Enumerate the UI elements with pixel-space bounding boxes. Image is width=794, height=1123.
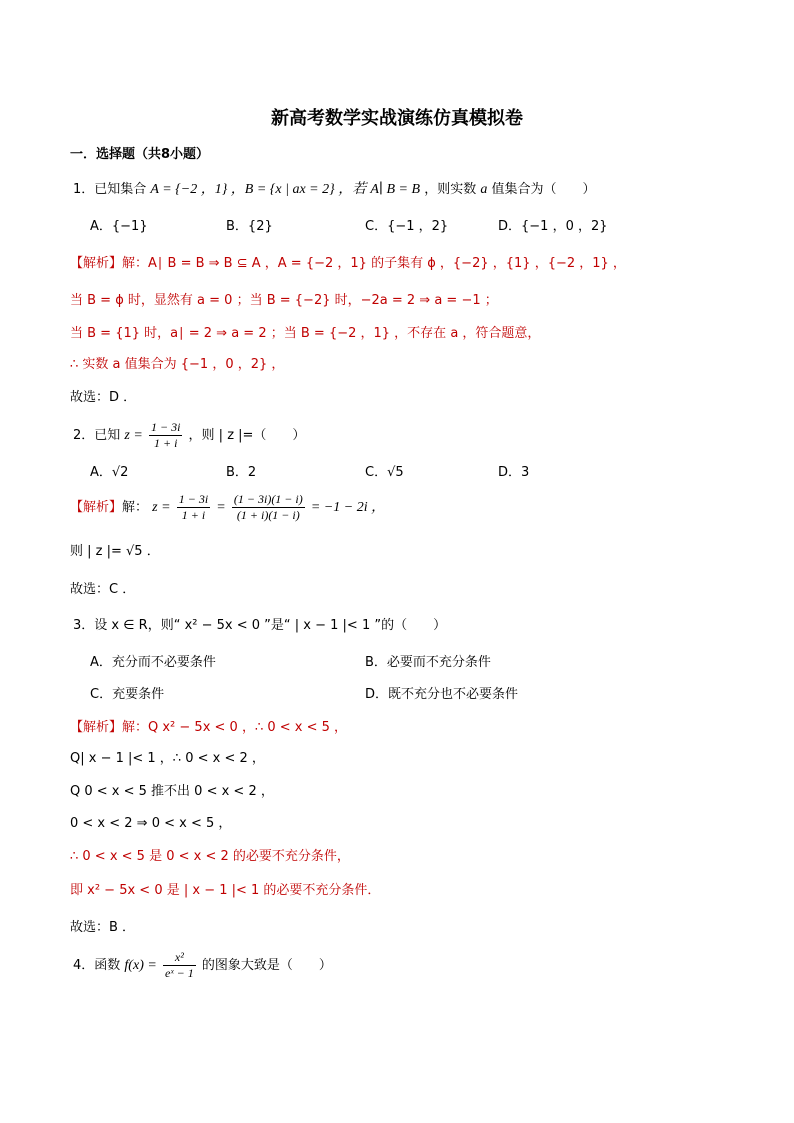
q3-option-a: A．充分而不必要条件 xyxy=(90,655,216,670)
q1-stem-sets: A = {−2 ，1} ，B = {x | ax = 2} ，若 xyxy=(150,182,367,197)
q1-solution-line-3: 当 B = {1} 时，a∣ = 2 ⇒ a = 2 ；当 B = {−2 ，1} ，不存在 a ，符合题意， xyxy=(70,326,541,341)
q2-solution-fraction-2-denominator: (1 + i)(1 − i) xyxy=(236,508,300,522)
q1-stem-cond: A∣ B = B xyxy=(370,182,421,197)
q3-option-d: D．既不充分也不必要条件 xyxy=(365,687,519,702)
q2-option-a: A．√2 xyxy=(90,465,129,480)
q4-stem-a: 4．函数 xyxy=(73,958,121,973)
q3-solution-line-6: 即 x² − 5x < 0 是 | x − 1 |< 1 的必要不充分条件． xyxy=(70,883,381,898)
q2-solution-jie: 解： xyxy=(122,500,149,515)
q2-answer: 故选：C ． xyxy=(70,582,136,597)
q1-option-b: B．{2} xyxy=(226,219,273,234)
q2-fraction xyxy=(149,420,182,451)
q1-stem-d: ，则实数 xyxy=(424,182,477,197)
q4-fraction-numerator: x² xyxy=(163,950,196,966)
q1-option-a: A．{−1} xyxy=(90,219,148,234)
q1-stem-f: 值集合为（ ） xyxy=(491,182,596,197)
q3-solution-line-4: 0 < x < 2 ⇒ 0 < x < 5 ， xyxy=(70,816,232,831)
q1-option-c: C．{−1 ，2} xyxy=(365,219,449,234)
q2-solution-fraction-1-numerator: 1 − 3i xyxy=(178,492,209,506)
q3-solution-line-5: ∴ 0 < x < 5 是 0 < x < 2 的必要不充分条件， xyxy=(70,849,350,864)
q3-solution-line-2: Q| x − 1 |< 1 ，∴ 0 < x < 2 ， xyxy=(70,751,265,766)
q2-fraction-denominator: 1 + i xyxy=(153,436,178,450)
q2-option-d: D．3 xyxy=(498,465,530,480)
q4-stem-b: 的图象大致是（ ） xyxy=(201,958,332,973)
question-4-stem xyxy=(73,950,332,981)
q1-option-d: D．{−1 ，0 ，2} xyxy=(498,219,608,234)
q2-solution-line-1 xyxy=(70,492,385,523)
q2-solution-tag: 【解析】 xyxy=(70,500,123,515)
q2-option-b: B．2 xyxy=(226,465,257,480)
q3-option-c: C．充要条件 xyxy=(90,687,165,702)
q1-stem-var: a xyxy=(480,182,488,197)
q1-solution-line-4: ∴ 实数 a 值集合为 {−1 ，0 ，2} ， xyxy=(70,357,285,372)
q2-stem-z: z = xyxy=(124,428,143,443)
q2-solution-equals: = xyxy=(216,500,226,515)
q1-answer: 故选：D ． xyxy=(70,390,137,405)
q4-fraction xyxy=(163,950,196,981)
q2-solution-line-2: 则 | z |= √5 ． xyxy=(70,544,160,559)
question-3-stem: 3．设 x ∈ R，则“ x² − 5x < 0 ”是“ | x − 1 |< 1 ”的（ ） xyxy=(73,618,447,633)
q2-solution-fraction-2 xyxy=(232,492,305,523)
q2-stem-a: 2．已知 xyxy=(73,428,121,443)
q2-option-c: C．√5 xyxy=(365,465,404,480)
q3-solution-line-1: 【解析】解：Q x² − 5x < 0 ，∴ 0 < x < 5 ， xyxy=(70,720,348,735)
section-heading: 一．选择题（共8小题） xyxy=(70,147,210,162)
q1-stem-a: 1．已知集合 xyxy=(73,182,147,197)
q3-option-b: B．必要而不充分条件 xyxy=(365,655,491,670)
q4-fraction-denominator: eˣ − 1 xyxy=(164,966,194,980)
question-1-stem xyxy=(73,181,596,199)
q1-solution-line-1: 【解析】解：A∣ B = B ⇒ B ⊆ A ，A = {−2 ，1} 的子集有 ϕ ，{−2} ，{1} ，{−2 ，1} ， xyxy=(70,256,626,271)
q2-stem-b: ，则 | z |=（ ） xyxy=(188,428,306,443)
q3-solution-line-3: Q 0 < x < 5 推不出 0 < x < 2 ， xyxy=(70,784,274,799)
q2-solution-fraction-2-numerator: (1 − 3i)(1 − i) xyxy=(233,492,303,506)
q2-fraction-numerator: 1 − 3i xyxy=(150,420,181,434)
question-2-stem xyxy=(73,420,305,451)
q4-stem-fx: f(x) = xyxy=(124,958,157,973)
q2-solution-fraction-1 xyxy=(177,492,210,523)
q2-solution-z: z = xyxy=(152,500,171,515)
q2-solution-fraction-1-denominator: 1 + i xyxy=(181,508,206,522)
q2-solution-result: = −1 − 2i ， xyxy=(310,500,386,515)
q1-solution-line-2: 当 B = ϕ 时，显然有 a = 0 ；当 B = {−2} 时，−2a = 2 ⇒ a = −1 ； xyxy=(70,293,498,308)
q3-answer: 故选：B ． xyxy=(70,920,136,935)
page-title: 新高考数学实战演练仿真模拟卷 xyxy=(271,108,523,129)
